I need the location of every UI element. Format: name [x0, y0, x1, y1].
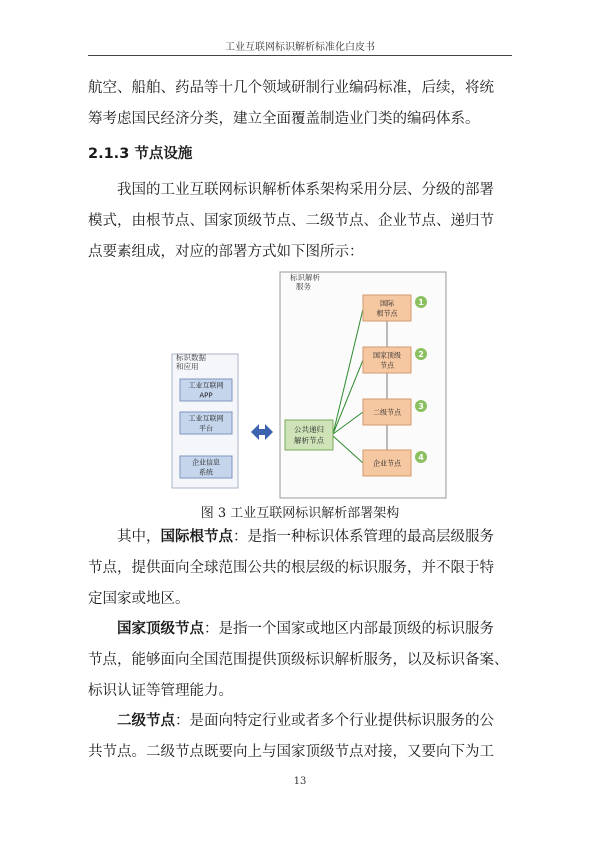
text-line: 标识认证等管理能力。 — [88, 683, 233, 699]
text-line: 模式，由根节点、国家顶级节点、二级节点、企业节点、递归节 — [88, 213, 494, 229]
node-number: 2 — [418, 350, 424, 359]
text-line: 定国家或地区。 — [88, 591, 190, 607]
node-box-label: 国家顶级节点 — [373, 351, 401, 370]
left-group-title: 标识数据和应用 — [176, 353, 206, 371]
paragraph-second-level-node — [88, 706, 512, 768]
node-number: 1 — [418, 298, 424, 307]
term-root-node: 国际根节点 — [160, 529, 233, 545]
right-group-title: 标识解析服务 — [290, 273, 320, 291]
figure-caption: 图 3 工业互联网标识解析部署架构 — [200, 506, 400, 521]
text-line — [88, 614, 512, 645]
text-line — [88, 522, 512, 553]
bidirectional-arrow — [251, 424, 273, 440]
text-line: 筹考虑国民经济分类，建立全面覆盖制造业门类的编码体系。 — [88, 111, 480, 127]
text-line: 航空、船舶、药品等十几个领域研制行业编码标准，后续，将统 — [88, 80, 494, 96]
text-line: 节点，能够面向全国范围提供顶级标识解析服务，以及标识备案、 — [88, 652, 509, 668]
node-box-label: 国际根节点 — [376, 299, 398, 318]
recursive-node-label: 公共递归解析节点 — [294, 425, 324, 445]
lead-text: 其中， — [117, 529, 161, 545]
text-line — [88, 706, 512, 737]
text-line: 点要素组成，对应的部署方式如下图所示： — [88, 244, 364, 260]
text-span: ：是面向特定行业或者多个行业提供标识服务的公 — [175, 713, 494, 729]
running-header: 工业互联网标识解析标准化白皮书 — [225, 42, 375, 53]
term-second-level-node: 二级节点 — [117, 713, 175, 729]
paragraph-top-level-node — [88, 614, 512, 707]
left-box-label: 工业互联网平台 — [188, 414, 224, 433]
node-number: 3 — [418, 402, 424, 411]
node-number: 4 — [418, 453, 424, 462]
node-box-label: 二级节点 — [373, 408, 401, 417]
text-span: ：是指一种标识体系管理的最高层级服务 — [233, 529, 494, 545]
text-line: 我国的工业互联网标识解析体系架构采用分层、分级的部署 — [117, 182, 494, 198]
term-top-level-node: 国家顶级节点 — [117, 621, 204, 637]
text-span: ：是指一个国家或地区内部最顶级的标识服务 — [204, 621, 494, 637]
left-box-label: 工业互联网 APP — [188, 381, 224, 400]
page-number: 13 — [293, 776, 307, 787]
paragraph-root-node — [88, 522, 512, 615]
section-heading: 2.1.3 节点设施 — [88, 146, 193, 162]
node-box-label: 企业节点 — [373, 459, 401, 468]
text-line: 共节点。二级节点既要向上与国家顶级节点对接，又要向下为工 — [88, 744, 494, 760]
left-box-label: 企业信息系统 — [192, 458, 220, 477]
text-line: 节点，提供面向全球范围公共的根层级的标识服务，并不限于特 — [88, 560, 494, 576]
